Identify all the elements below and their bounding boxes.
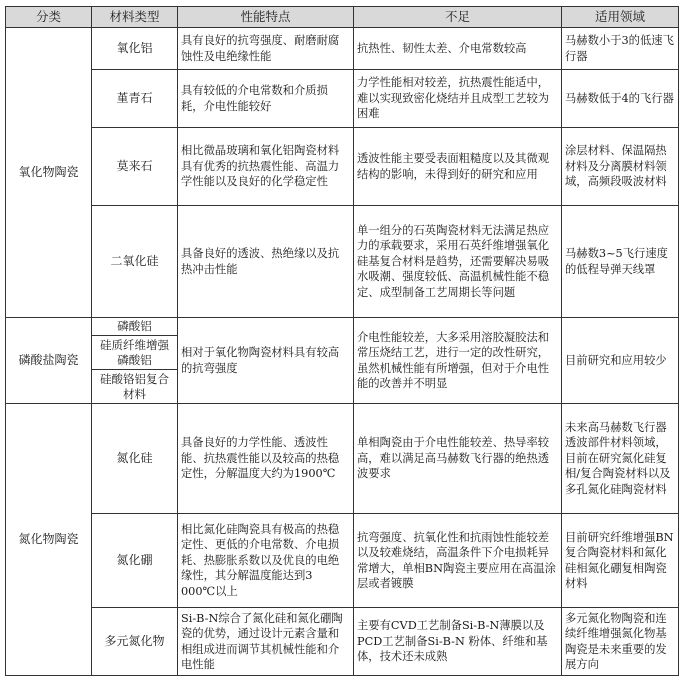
applications-cell: 马赫数低于4的飞行器: [562, 70, 679, 128]
shortcomings-cell: 单一组分的石英陶瓷材料无法满足热应力的承载要求，采用石英纤维增强氧化硅基复合材料是趋势，还需要解决易吸水吸潮、强度较低、高温机械性能不稳定、成型制备工艺周期长等问题: [354, 206, 562, 318]
features-cell: 相比氮化硅陶瓷具有极高的热稳定性、更低的介电常数、介电损耗、热膨胀系数以及优良的电绝缘性，其分解温度能达到3 000℃以上: [178, 514, 354, 608]
shortcomings-cell: 单相陶瓷由于介电性能较差、热导率较高，难以满足高马赫数飞行器的绝热透波要求: [354, 404, 562, 514]
material-cell: 氮化硅: [92, 404, 178, 514]
table-row: [6, 70, 679, 128]
category-cell: 氧化物陶瓷: [6, 28, 92, 318]
material-cell: 堇青石: [92, 70, 178, 128]
header-features: 性能特点: [178, 7, 354, 28]
shortcomings-cell: 抗弯强度、抗氧化性和抗雨蚀性能较差以及较难烧结，高温条件下介电损耗异常增大，单相BN陶瓷主要应用在高温涂层或者镀膜: [354, 514, 562, 608]
material-cell: 二氧化硅: [92, 206, 178, 318]
table-row: [6, 404, 679, 514]
applications-cell: 未来高马赫数飞行器透波部件材料领域，目前在研究氮化硅复相/复合陶瓷材料以及多孔氮化硅陶瓷材料: [562, 404, 679, 514]
shortcomings-cell: 力学性能相对较差，抗热震性能适中，难以实现致密化烧结并且成型工艺较为困难: [354, 70, 562, 128]
header-row: [6, 7, 679, 28]
features-cell: 相比微晶玻璃和氧化铝陶瓷材料具有优秀的抗热震性能、高温力学性能以及良好的化学稳定性: [178, 128, 354, 206]
material-cell: 氮化硼: [92, 514, 178, 608]
shortcomings-cell: 抗热性、韧性太差、介电常数较高: [354, 28, 562, 70]
table-row: [6, 318, 679, 336]
table-row: [6, 206, 679, 318]
features-cell: Si-B-N综合了氮化硅和氮化硼陶瓷的优势，通过设计元素含量和相组成进而调节其机械性能和介电性能: [178, 608, 354, 676]
applications-cell: 目前研究和应用较少: [562, 318, 679, 404]
table-row: [6, 608, 679, 676]
category-cell: 磷酸盐陶瓷: [6, 318, 92, 404]
table-row: [6, 128, 679, 206]
features-cell: 具有良好的抗弯强度、耐磨耐腐蚀性及电绝缘性能: [178, 28, 354, 70]
header-material: 材料类型: [92, 7, 178, 28]
header-applications: 适用领域: [562, 7, 679, 28]
material-cell: 氧化铝: [92, 28, 178, 70]
material-cell: 磷酸铝: [92, 318, 178, 336]
applications-cell: 马赫数小于3的低速飞行器: [562, 28, 679, 70]
features-cell: 具备良好的力学性能、透波性能、抗热震性能以及较高的热稳定性，分解温度大约为1900℃: [178, 404, 354, 514]
shortcomings-cell: 透波性能主要受表面粗糙度以及其微观结构的影响，未得到好的研究和应用: [354, 128, 562, 206]
material-cell: 硅酸铬铝复合材料: [92, 370, 178, 404]
material-cell: 硅质纤维增强磷酸铝: [92, 336, 178, 370]
materials-table: [5, 6, 679, 676]
category-cell: 氮化物陶瓷: [6, 404, 92, 676]
applications-cell: 多元氮化物陶瓷和连续纤维增强氮化物基陶瓷是未来重要的发展方向: [562, 608, 679, 676]
header-shortcomings: 不足: [354, 7, 562, 28]
table-row: [6, 28, 679, 70]
material-cell: 多元氮化物: [92, 608, 178, 676]
features-cell: 相对于氧化物陶瓷材料具有较高的抗弯强度: [178, 318, 354, 404]
header-category: 分类: [6, 7, 92, 28]
material-cell: 莫来石: [92, 128, 178, 206]
table-row: [6, 514, 679, 608]
features-cell: 具备良好的透波、热绝缘以及抗热冲击性能: [178, 206, 354, 318]
shortcomings-cell: 介电性能较差，大多采用溶胶凝胶法和常压烧结工艺，进行一定的改性研究，虽然机械性能有所增强，但对于介电性能的改善并不明显: [354, 318, 562, 404]
applications-cell: 涂层材料、保温隔热材料及分离膜材料领域，高频段吸波材料: [562, 128, 679, 206]
features-cell: 具有较低的介电常数和介质损耗，介电性能较好: [178, 70, 354, 128]
applications-cell: 目前研究纤维增强BN复合陶瓷材料和氮化硅相氮化硼复相陶瓷材料: [562, 514, 679, 608]
shortcomings-cell: 主要有CVD工艺制备Si-B-N薄膜以及PCD工艺制备Si-B-N 粉体、纤维和基体，技术还未成熟: [354, 608, 562, 676]
applications-cell: 马赫数3~5飞行速度的低程导弹天线罩: [562, 206, 679, 318]
